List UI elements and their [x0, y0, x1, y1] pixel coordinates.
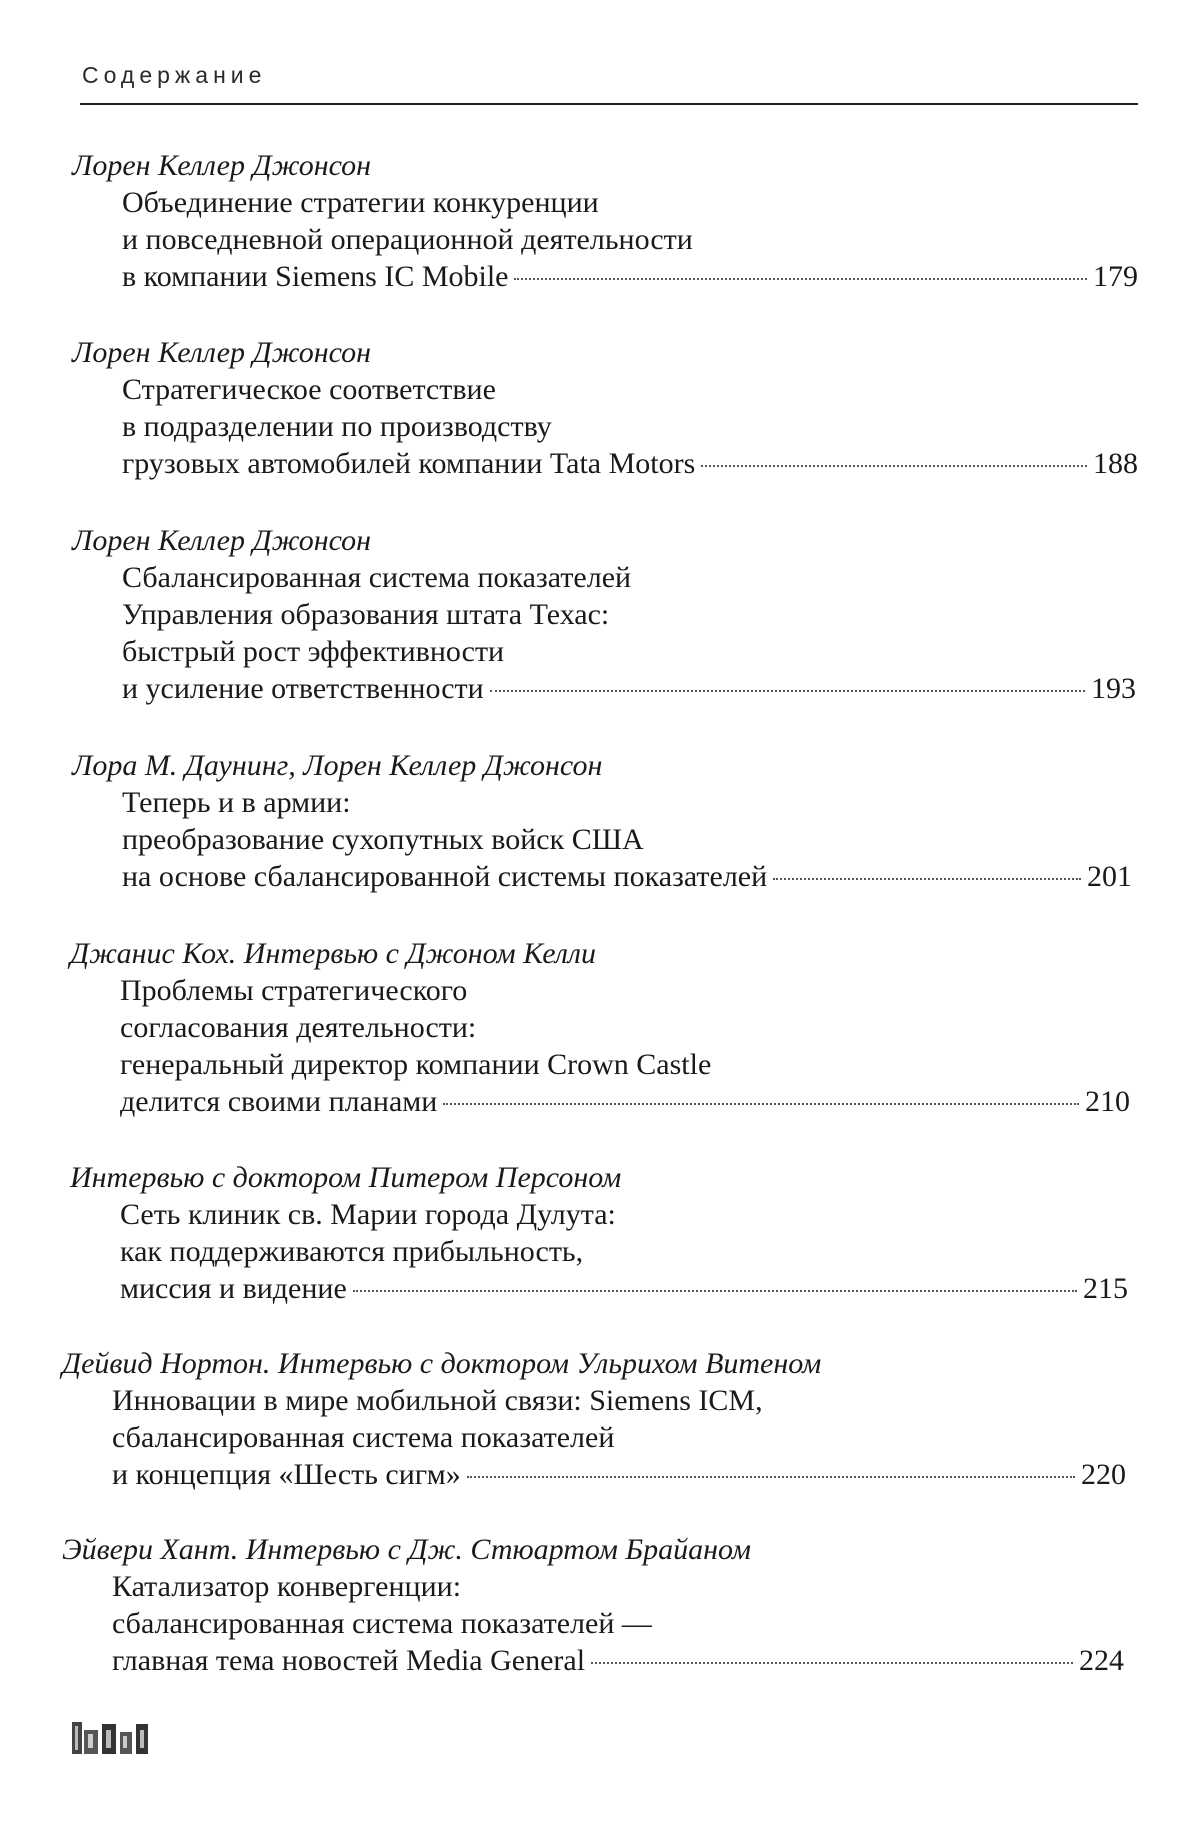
toc-page-number: 224 — [1079, 1644, 1124, 1677]
toc-page-number: 215 — [1083, 1272, 1128, 1305]
toc-title-line: как поддерживаются прибыльность, — [120, 1235, 584, 1268]
toc-entry — [72, 748, 1132, 895]
toc-title-line: сбалансированная система показателей — — [112, 1607, 652, 1640]
toc-title-line: в подразделении по производству — [122, 410, 552, 443]
toc-entry — [72, 148, 1138, 295]
toc-title — [122, 784, 1132, 895]
dot-leader — [591, 1662, 1073, 1664]
toc-last-line — [122, 670, 1136, 707]
toc-title — [120, 1196, 1128, 1307]
toc-title-line: Сеть клиник св. Марии города Дулута: — [120, 1198, 616, 1231]
toc-title-line: и концепция «Шесть сигм» — [112, 1458, 461, 1491]
toc-author: Лорен Келлер Джонсон — [72, 524, 372, 557]
toc-title-line: делится своими планами — [120, 1085, 438, 1118]
toc-title — [112, 1382, 1126, 1493]
dot-leader — [353, 1290, 1077, 1292]
toc-title-line: Теперь и в армии: — [122, 786, 351, 819]
toc-title-line: преобразование сухопутных войск США — [122, 823, 644, 856]
header-rule — [80, 103, 1138, 105]
toc-title-line: миссия и видение — [120, 1272, 347, 1305]
toc-last-line — [112, 1642, 1124, 1679]
toc-author: Джанис Кох. Интервью с Джоном Келли — [70, 937, 596, 970]
toc-author: Дейвид Нортон. Интервью с доктором Ульрихом Витеном — [62, 1347, 822, 1380]
toc-title-line: согласования деятельности: — [120, 1011, 477, 1044]
toc-last-line — [120, 1083, 1130, 1120]
toc-author: Лорен Келлер Джонсон — [72, 149, 372, 182]
toc-title-line: Проблемы стратегического — [120, 974, 468, 1007]
toc-title-line: Управления образования штата Техас: — [122, 598, 610, 631]
dot-leader — [514, 278, 1087, 280]
toc-entry — [72, 523, 1136, 707]
dot-leader — [701, 465, 1087, 467]
toc-title-line: главная тема новостей Media General — [112, 1644, 586, 1677]
toc-author: Интервью с доктором Питером Персоном — [70, 1161, 622, 1194]
toc-title — [122, 559, 1136, 707]
toc-title-line: Сбалансированная система показателей — [122, 561, 632, 594]
toc-title — [122, 184, 1138, 295]
toc-entry — [72, 335, 1138, 482]
dot-leader — [467, 1476, 1075, 1478]
toc-title — [112, 1568, 1124, 1679]
toc-author: Лора М. Даунинг, Лорен Келлер Джонсон — [72, 749, 603, 782]
toc-page-number: 188 — [1093, 447, 1138, 480]
toc-last-line — [122, 858, 1132, 895]
dot-leader — [443, 1103, 1079, 1105]
running-head: Содержание — [82, 62, 267, 88]
toc-title-line: Катализатор конвергенции: — [112, 1570, 462, 1603]
toc-author: Эйвери Хант. Интервью с Дж. Стюартом Брайаном — [62, 1533, 751, 1566]
toc-page-number: 220 — [1081, 1458, 1126, 1491]
toc-title-line: Стратегическое соответствие — [122, 373, 496, 406]
toc-last-line — [120, 1270, 1128, 1307]
toc-page-number: 210 — [1085, 1085, 1130, 1118]
toc-last-line — [112, 1456, 1126, 1493]
toc-page-number: 193 — [1091, 672, 1136, 705]
toc-title-line: сбалансированная система показателей — [112, 1421, 615, 1454]
toc-entry — [70, 1160, 1128, 1307]
toc-title-line: грузовых автомобилей компании Tata Motors — [122, 447, 696, 480]
dot-leader — [773, 878, 1081, 880]
page-header — [80, 62, 1138, 113]
toc-title-line: и усиление ответственности — [122, 672, 484, 705]
toc-title-line: и повседневной операционной деятельности — [122, 223, 693, 256]
toc-title-line: быстрый рост эффективности — [122, 635, 505, 668]
toc-author: Лорен Келлер Джонсон — [72, 336, 372, 369]
toc-page-number: 179 — [1093, 260, 1138, 293]
toc-last-line — [122, 258, 1138, 295]
page-number-glyph-icon — [70, 1712, 152, 1760]
toc-title-line: на основе сбалансированной системы показателей — [122, 860, 768, 893]
toc-entry — [70, 936, 1130, 1120]
toc-title-line: в компании Siemens IC Mobile — [122, 260, 509, 293]
toc-last-line — [122, 445, 1138, 482]
dot-leader — [490, 690, 1085, 692]
toc-title-line: генеральный директор компании Crown Castle — [120, 1048, 712, 1081]
toc-title-line: Объединение стратегии конкуренции — [122, 186, 599, 219]
toc-entry — [62, 1532, 1124, 1679]
toc-title-line: Инновации в мире мобильной связи: Siemens ICM, — [112, 1384, 763, 1417]
toc-title — [122, 371, 1138, 482]
toc-page-number: 201 — [1087, 860, 1132, 893]
toc-entry — [62, 1346, 1126, 1493]
toc-title — [120, 972, 1130, 1120]
